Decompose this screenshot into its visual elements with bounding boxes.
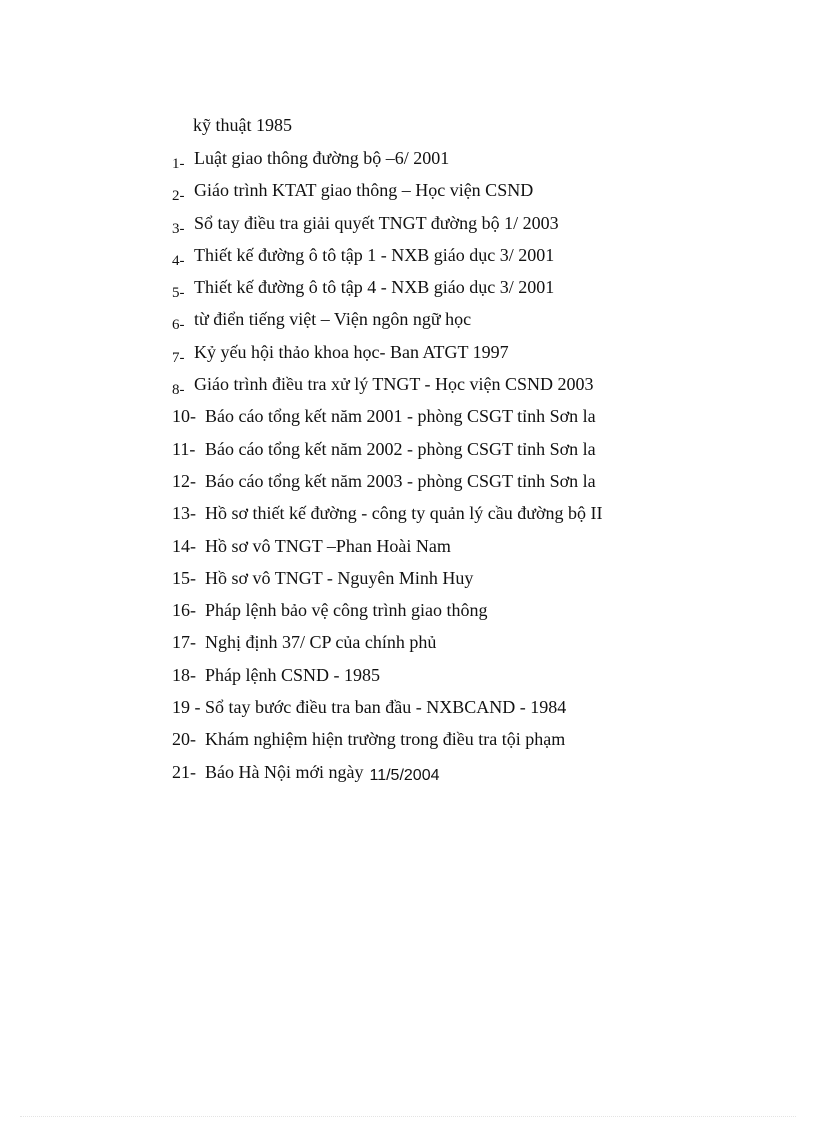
reference-text: Sổ tay điều tra giải quyết TNGT đường bộ 1/ 2003: [194, 212, 559, 233]
reference-date: 11/5/2004: [369, 766, 440, 784]
reference-number: 2-: [172, 188, 185, 205]
reference-item: [172, 405, 603, 437]
reference-text: Pháp lệnh bảo vệ công trình giao thông: [205, 600, 488, 621]
reference-number: 10-: [172, 406, 196, 427]
reference-item: [172, 502, 603, 534]
reference-item: [172, 761, 603, 793]
reference-text: Báo cáo tổng kết năm 2001 - phòng CSGT tỉnh Sơn la: [205, 406, 596, 427]
reference-number: 7-: [172, 349, 185, 366]
reference-text: Báo Hà Nội mới ngày: [205, 761, 364, 782]
reference-text: từ điển tiếng việt – Viện ngôn ngữ học: [194, 309, 472, 330]
reference-list: [172, 147, 603, 793]
continuation-text: kỹ thuật 1985: [193, 115, 292, 135]
reference-text: Pháp lệnh CSND - 1985: [205, 664, 380, 685]
reference-number: 16-: [172, 600, 196, 621]
reference-number: 21-: [172, 761, 196, 782]
reference-text: Nghị định 37/ CP của chính phủ: [205, 632, 437, 653]
reference-number: 15-: [172, 567, 196, 588]
reference-item: [172, 696, 603, 728]
reference-text: Báo cáo tổng kết năm 2003 - phòng CSGT tỉnh Sơn la: [205, 470, 596, 491]
reference-item: [172, 276, 603, 308]
reference-item: [172, 438, 603, 470]
reference-item: [172, 470, 603, 502]
reference-number: 11-: [172, 438, 196, 459]
reference-item: [172, 567, 603, 599]
reference-text: Báo cáo tổng kết năm 2002 - phòng CSGT tỉnh Sơn la: [205, 438, 596, 459]
reference-number: 8-: [172, 382, 185, 399]
reference-number: 20-: [172, 729, 196, 750]
reference-item: [172, 308, 603, 340]
reference-item: [172, 535, 603, 567]
reference-text: Luật giao thông đường bộ –6/ 2001: [194, 148, 450, 168]
reference-text: Sổ tay bước điều tra ban đầu - NXBCAND - 1984: [205, 697, 567, 718]
reference-number: 13-: [172, 503, 196, 524]
reference-text: Hồ sơ vô TNGT –Phan Hoài Nam: [205, 535, 451, 556]
reference-item: [172, 664, 603, 696]
reference-number: 17-: [172, 632, 196, 653]
reference-number: 14-: [172, 535, 196, 556]
reference-number: 1-: [172, 156, 185, 172]
reference-item: [172, 179, 603, 211]
reference-number: 4-: [172, 252, 185, 269]
reference-number: 12-: [172, 470, 196, 491]
reference-text: Thiết kế đường ô tô tập 1 - NXB giáo dục 3/ 2001: [194, 244, 555, 265]
reference-number: 3-: [172, 220, 185, 237]
reference-text: Hồ sơ thiết kế đường - công ty quản lý cầu đường bộ II: [205, 503, 603, 524]
reference-number: 19 -: [172, 697, 201, 718]
reference-text: Giáo trình điều tra xử lý TNGT - Học viện CSND 2003: [194, 374, 594, 395]
page-bottom-rule: [20, 1116, 796, 1117]
reference-text: Hồ sơ vô TNGT - Nguyên Minh Huy: [205, 567, 474, 588]
reference-text: Khám nghiệm hiện trường trong điều tra tội phạm: [205, 729, 566, 750]
reference-item: [172, 147, 603, 179]
reference-number: 6-: [172, 317, 185, 334]
reference-item: [172, 244, 603, 276]
reference-text: Kỷ yếu hội thảo khoa học- Ban ATGT 1997: [194, 341, 509, 362]
reference-item: [172, 631, 603, 663]
reference-item: [172, 341, 603, 373]
reference-item: [172, 373, 603, 405]
reference-item: [172, 599, 603, 631]
reference-text: Thiết kế đường ô tô tập 4 - NXB giáo dục 3/ 2001: [194, 277, 555, 298]
reference-number: 5-: [172, 285, 185, 302]
reference-number: 18-: [172, 664, 196, 685]
reference-item: [172, 728, 603, 760]
reference-item: [172, 212, 603, 244]
reference-text: Giáo trình KTAT giao thông – Học viện CSND: [194, 180, 534, 201]
